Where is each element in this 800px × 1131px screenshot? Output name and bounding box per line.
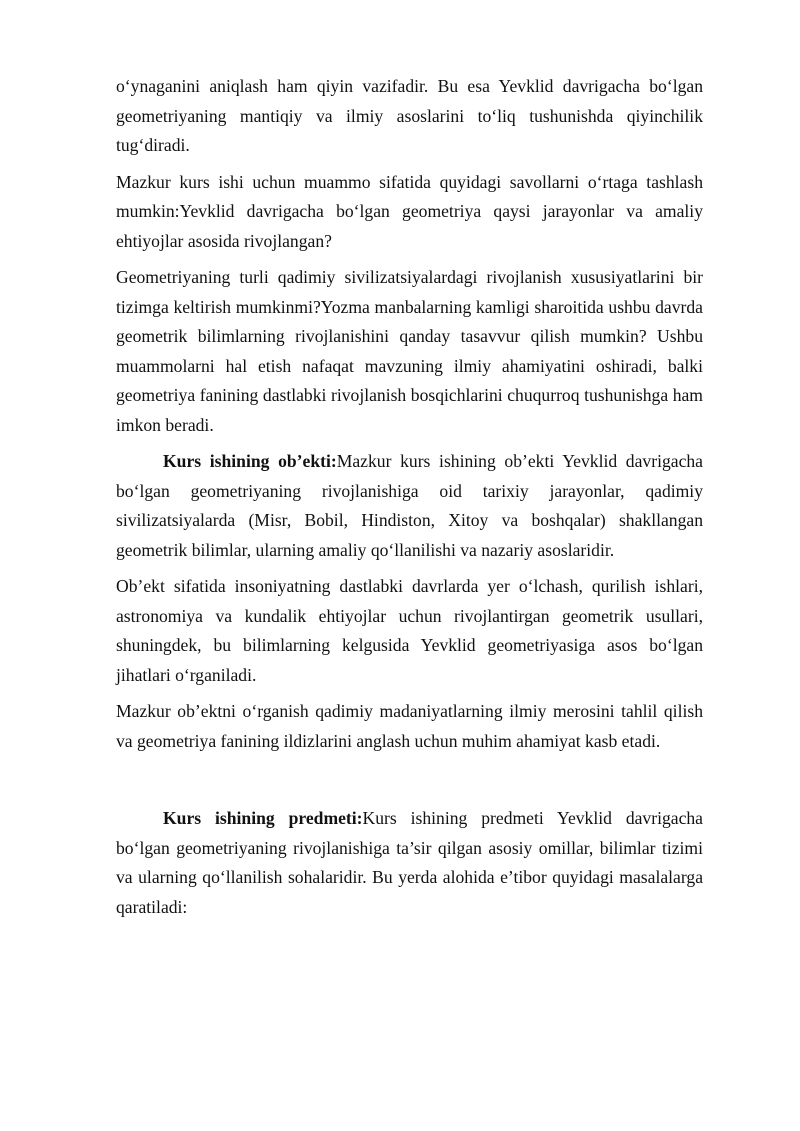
paragraph-spacer (116, 763, 703, 804)
paragraph-problem-questions: Mazkur kurs ishi uchun muammo sifatida quyidagi savollarni o‘rtaga tashlash mumkin:Yevklid davrigacha bo‘lgan geometriya qaysi jarayonlar va amaliy ehtiyojlar asosida rivojlangan? (116, 171, 703, 251)
object-heading: Kurs ishining ob’ekti: (163, 451, 337, 471)
paragraph-object-detail: Ob’ekt sifatida insoniyatning dastlabki davrlarda yer o‘lchash, qurilish ishlari, astronomiya va kundalik ehtiyojlar uchun rivojlantirgan geometrik usullari, shuningdek, bu bilimlarning kelgusida Yevklid geometriyasiga asos bo‘lgan jihatlari o‘rganiladi. (116, 576, 703, 685)
paragraph-problem-intro: o‘ynaganini aniqlash ham qiyin vazifadir. Bu esa Yevklid davrigacha bo‘lgan geometriyaning mantiqiy va ilmiy asoslarini to‘liq tushunishda qiyinchilik tug‘diradi. (116, 76, 703, 155)
subject-heading: Kurs ishining predmeti: (163, 808, 363, 828)
paragraph-object-importance: Mazkur ob’ektni o‘rganish qadimiy madaniyatlarning ilmiy merosini tahlil qilish va geometriya fanining ildizlarini anglash uchun muhim ahamiyat kasb etadi. (116, 701, 703, 751)
document-page (116, 72, 703, 929)
subject-text: Kurs ishining predmeti Yevklid davrigacha bo‘lgan geometriyaning rivojlanishiga ta’sir qilgan asosiy omillar, bilimlar tizimi va ularning qo‘llanilish sohalaridir. Bu yerda alohida e’tibor quyidagi masalalarga qaratiladi: (116, 808, 703, 917)
paragraph-object (116, 447, 703, 565)
paragraph-problem-significance: Geometriyaning turli qadimiy sivilizatsiyalardagi rivojlanish xususiyatlarini bir tizimga keltirish mumkinmi?Yozma manbalarning kamligi sharoitida ushbu davrda geometrik bilimlarning rivojlanishini qanday tasavvur qilish mumkin? Ushbu muammolarni hal etish nafaqat mavzuning ilmiy ahamiyatini oshiradi, balki geometriya fanining dastlabki rivojlanish bosqichlarini chuqurroq tushunishga ham imkon beradi. (116, 267, 703, 435)
object-text: Mazkur kurs ishining ob’ekti Yevklid davrigacha bo‘lgan geometriyaning rivojlanishiga oid tarixiy jarayonlar, qadimiy sivilizatsiyalarda (Misr, Bobil, Hindiston, Xitoy va boshqalar) shakllangan geometrik bilimlar, ularning amaliy qo‘llanilishi va nazariy asoslaridir. (116, 451, 703, 560)
paragraph-subject (116, 804, 703, 922)
